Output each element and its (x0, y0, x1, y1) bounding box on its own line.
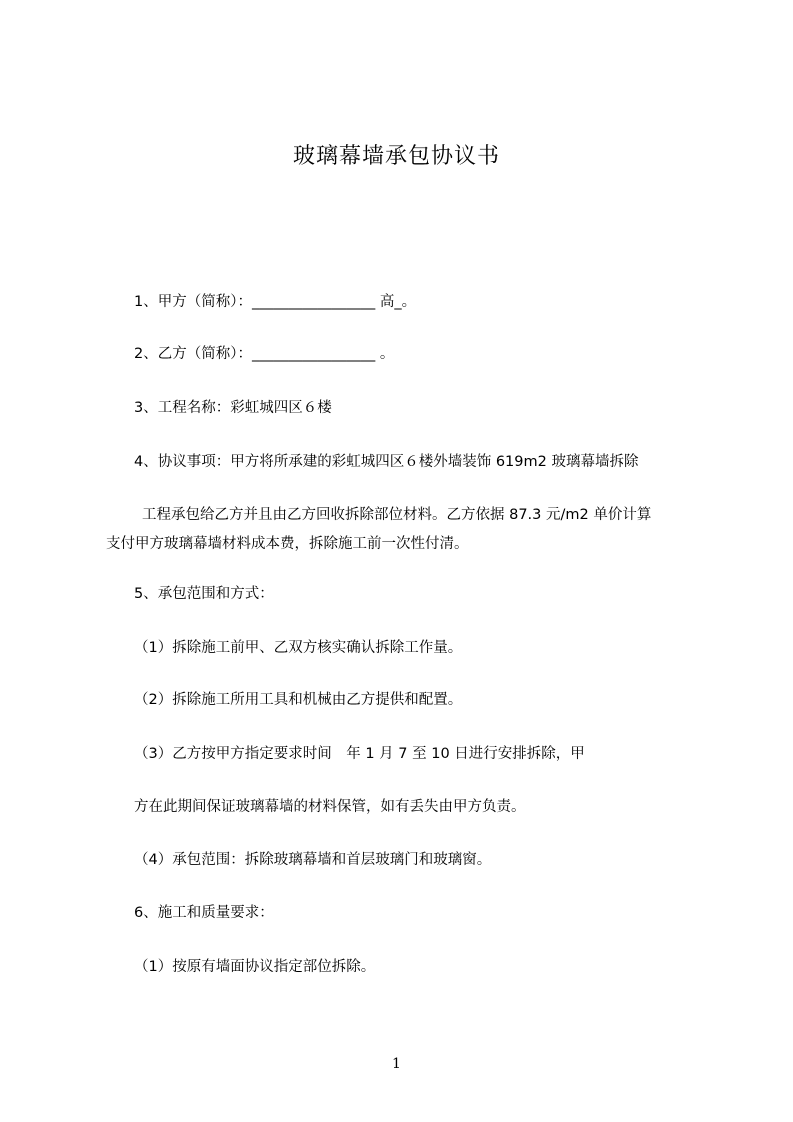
clause-project-name: 3、工程名称：彩虹城四区６楼 (134, 400, 332, 416)
paragraph-line: 方在此期间保证玻璃幕墙的材料保管，如有丢失由甲方负责。 (134, 799, 526, 815)
paragraph-line: 工程承包给乙方并且由乙方回收拆除部位材料。乙方依据 87.3 元/m2 单价计算 (142, 507, 652, 523)
document-title: 玻璃幕墙承包协议书 (292, 144, 500, 169)
clause-party-b: 2、乙方（简称）：_________________ 。 (134, 346, 395, 362)
list-item: （1）拆除施工前甲、乙双方核实确认拆除工作量。 (134, 640, 463, 656)
list-item: （2）拆除施工所用工具和机械由乙方提供和配置。 (134, 692, 463, 708)
list-item: （3）乙方按甲方指定要求时间 年 1 月 7 至 10 日进行安排拆除，甲 (134, 746, 585, 762)
section-heading-scope: 5、承包范围和方式： (134, 586, 274, 602)
page-number: 1 (392, 1056, 401, 1072)
clause-party-a: 1、甲方（简称）：_________________ 高_。 (134, 294, 417, 310)
clause-agreement-items: 4、协议事项：甲方将所承建的彩虹城四区６楼外墙装饰 619m2 玻璃幕墙拆除 (134, 454, 639, 470)
paragraph-line: 支付甲方玻璃幕墙材料成本费，拆除施工前一次性付清。 (106, 536, 469, 552)
list-item: （4）承包范围：拆除玻璃幕墙和首层玻璃门和玻璃窗。 (134, 852, 492, 868)
list-item: （1）按原有墙面协议指定部位拆除。 (134, 959, 376, 975)
section-heading-quality: 6、施工和质量要求： (134, 905, 274, 921)
